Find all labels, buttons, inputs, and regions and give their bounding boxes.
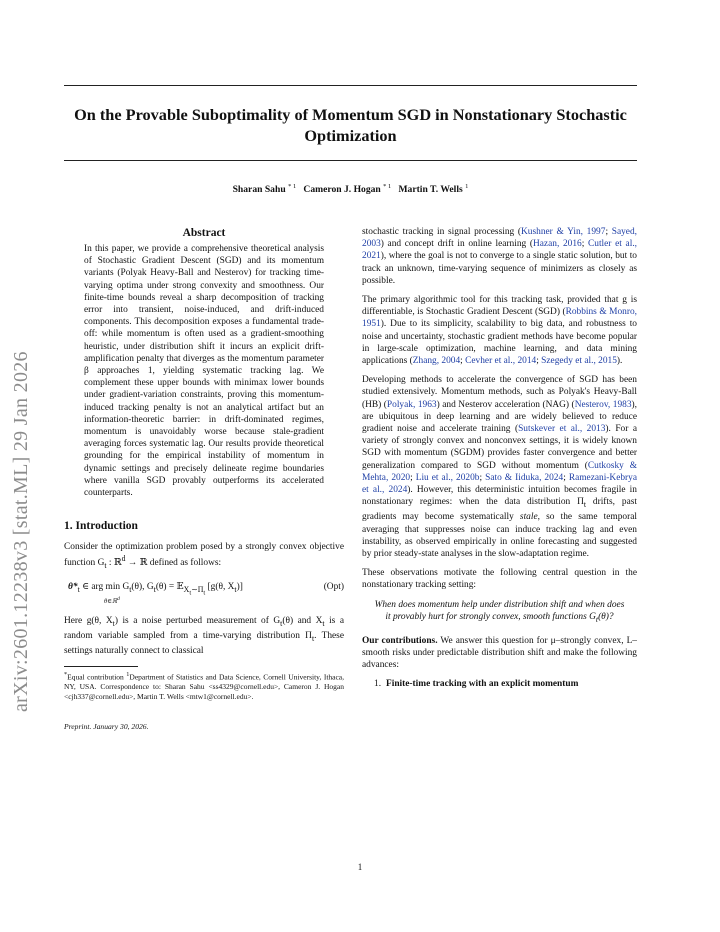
citation-link[interactable]: Kushner & Yin, 1997 xyxy=(521,227,606,237)
author-list xyxy=(64,184,637,195)
author-affiliation-mark: * 1 xyxy=(383,182,392,190)
footnote: *Equal contribution $^1$Department of Statistics and Data Science, Cornell University, Ithaca, NY, USA. Correspondence to: Sharan Sahu <ss4329@cornell.edu>, Cameron J. Hogan <cjh337@cornell.edu>, Martin T. Wells <mtw1@cornell.edu>. xyxy=(64,671,345,701)
right-paragraph-1: stochastic tracking in signal processing (Kushner & Yin, 1997; Sayed, 2003) and concept drift in online learning (Hazan, 2016; Cutler et al., 2021), where the goal is not to converge to a single static solution, but to track an unknown, time-varying sequence of minimizers as closely as possible. xyxy=(362,227,638,286)
introduction-heading: 1. Introduction xyxy=(64,520,138,533)
citation-link[interactable]: Zhang, 2004 xyxy=(412,356,461,367)
citation-link[interactable]: Cevher et al., 2014 xyxy=(465,356,537,367)
intro-paragraph-1: Consider the optimization problem posed by a strongly convex objective function $G_t$ : ℝ$^d$ → ℝ defined as follows: xyxy=(64,542,344,571)
author-affiliation-mark: 1 xyxy=(465,182,469,190)
citation-link[interactable]: Sayed, 2003 xyxy=(362,227,637,250)
citation-link[interactable]: Sutskever et al., 2013 xyxy=(518,424,606,435)
author-name: Cameron J. Hogan xyxy=(303,184,381,195)
citation-link[interactable]: Cutkosky & Mehta, 2020 xyxy=(362,460,637,483)
citation-link[interactable]: Polyak, 1963 xyxy=(386,399,437,410)
citation-link[interactable]: Liu et al., 2020b xyxy=(415,472,480,483)
citation-link[interactable]: Ramezani-Kebrya et al., 2024 xyxy=(362,472,638,496)
page-number: 1 xyxy=(357,862,363,872)
contributions-list xyxy=(362,678,637,690)
abstract-heading: Abstract xyxy=(182,227,226,239)
author-name: Martin T. Wells xyxy=(398,184,463,195)
citation-link[interactable]: Hazan, 2016 xyxy=(533,239,582,250)
equation-body: $\theta*_t$ ∈ arg $\min G_t(\theta)$, $G_t(\theta)$ = 𝔼$_{X_t\sim\Pi_t}$ [g(θ, $X_t$)] xyxy=(68,581,243,597)
citation-link[interactable]: Robbins & Monro, 1951 xyxy=(362,307,637,330)
right-paragraph-4: These observations motivate the following central question in the nonstationary tracking setting: xyxy=(362,568,637,591)
right-column xyxy=(362,226,637,691)
citation-link[interactable]: Szegedy et al., 2015 xyxy=(541,356,617,367)
paper-title xyxy=(64,104,637,146)
preprint-note: Preprint. January 30, 2026. xyxy=(64,722,149,732)
arxiv-identifier-stamp: arXiv:2601.12238v3 [stat.ML] 29 Jan 2026 xyxy=(10,351,32,712)
right-paragraph-3: Developing methods to accelerate the convergence of SGD has been studied extensively. Momentum methods, such as Polyak's Heavy-Ball (HB) (Polyak, 1963) and Nesterov acceleration (NAG) (Nesterov, 1983), are ubiquitous in deep learning and are widely believed to reduce gradient noise and accelerate training (Sutskever et al., 2013). For a variety of strongly convex and nonconvex settings, it is widely known SGD with momentum (SGDM) provides faster convergence and better generalization compared to SGD without momentum (Cutkosky & Mehta, 2020; Liu et al., 2020b; Sato & Iiduka, 2024; Ramezani-Kebrya et al., 2024). However, this deterministic intuition becomes fragile in nonstationary regimes: when the data distribution $\Pi_t$ drifts, past gradients may become systematically stale, so the same temporal averaging that suppresses noise can induce tracking lag and even instability, as observed empirically in online forecasting and suggested by prior steady-state analyses in the slow-adaptation regime. xyxy=(362,375,638,559)
contributions-paragraph: Our contributions. We answer this question for μ–strongly convex, L–smooth risks under predictable distribution shift and make the following advances: xyxy=(362,635,637,671)
optimization-equation xyxy=(64,579,344,609)
list-item-number: 1. xyxy=(374,679,382,690)
citation-link[interactable]: Sato & Iiduka, 2024 xyxy=(485,472,564,483)
equation-argmin-subscript: θ∈ℝ$^d$ xyxy=(104,595,120,605)
footnote-rule xyxy=(64,666,138,667)
contributions-lead: Our contributions. xyxy=(362,635,438,646)
equation-tag: (Opt) xyxy=(323,581,344,592)
left-column xyxy=(64,226,344,734)
right-paragraph-2: The primary algorithmic tool for this tracking task, provided that g is differentiable, is Stochastic Gradient Descent (SGD) (Robbins & Monro, 1951). Due to its simplicity, scalability to big data, and robustness to noise and uncertainty, stochastic gradient methods have become popular in large-scale optimization, machine learning, and data mining applications (Zhang, 2004; Cevher et al., 2014; Szegedy et al., 2015). xyxy=(362,295,637,367)
title-line-2: Optimization xyxy=(304,126,397,145)
author-affiliation-mark: * 1 xyxy=(288,182,297,190)
intro-paragraph-2: Here g(θ, $X_t$) is a noise perturbed measurement of $G_t(\theta)$ and $X_t$ is a random variable sampled from a time-varying distribution $\Pi_t$. These settings naturally connect to classical xyxy=(64,615,344,656)
title-line-1: On the Provable Suboptimality of Momentum SGD in Nonstationary Stochastic xyxy=(74,105,627,124)
central-question: When does momentum help under distribution shift and when does it provably hurt for strongly convex, smooth functions $G_t(\theta)$? xyxy=(374,599,625,624)
citation-link[interactable]: Nesterov, 1983 xyxy=(574,399,632,410)
citation-link[interactable]: Cutler et al., 2021 xyxy=(362,239,638,262)
abstract-body: In this paper, we provide a comprehensive theoretical analysis of Stochastic Gradient Descent (SGD) and its momentum variants (Polyak Heavy-Ball and Nesterov) for tracking time-varying optima under strong convexity and smoothness. Our finite-time bounds reveal a sharp decomposition of tracking error into transient, noise-induced, and drift-induced components. This decomposition exposes a fundamental trade-off: while momentum is often used as a gradient-smoothing heuristic, under distribution shift it incurs an explicit drift-amplification penalty that diverges as the momentum parameter β approaches 1, yielding systematic tracking lag. We complement these upper bounds with minimax lower bounds under gradient-variation constraints, proving this momentum-induced tracking penalty is not an analytical artifact but an information-theoretic barrier: in drift-dominated regimes, momentum is unavoidably worse because stale-gradient averaging forces systematic lag. Our results provide theoretical grounding for the empirical instability of momentum in dynamic settings and precisely delineate regime boundaries where vanilla SGD provably outperforms its accelerated counterparts. xyxy=(84,244,324,499)
list-item-text: Finite-time tracking with an explicit momentum xyxy=(386,679,579,690)
list-item xyxy=(374,678,637,690)
title-top-rule xyxy=(64,85,637,86)
title-bottom-rule xyxy=(64,160,637,161)
author-name: Sharan Sahu xyxy=(232,184,286,195)
